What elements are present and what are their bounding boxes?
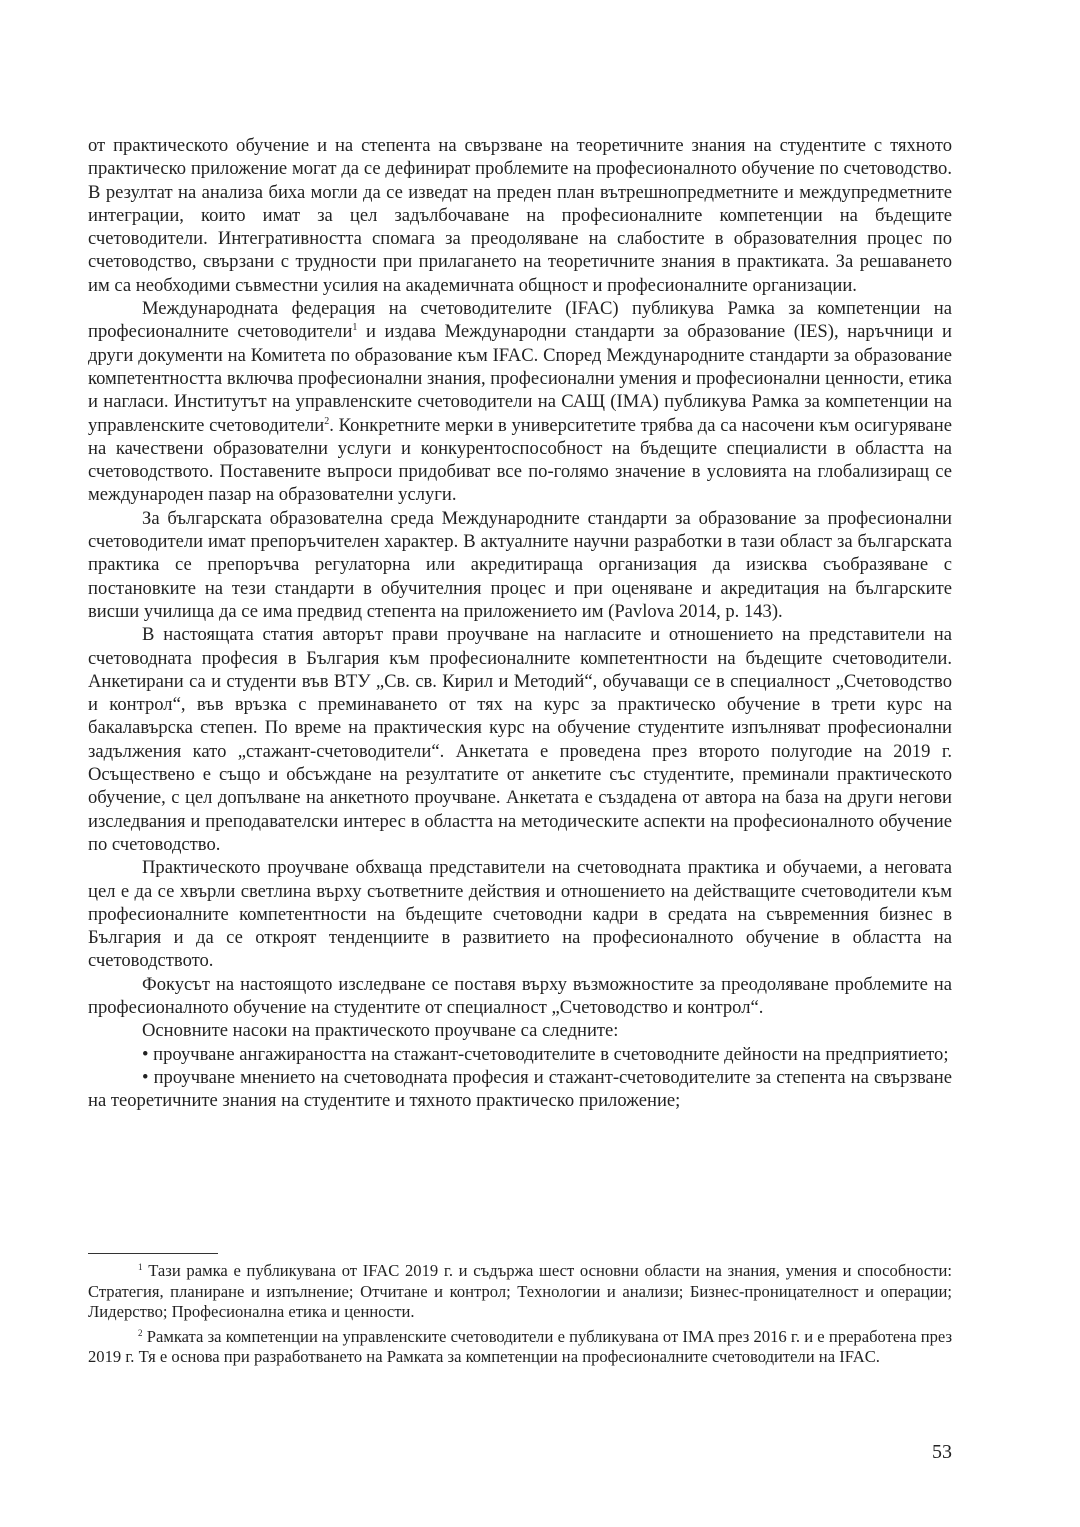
footnote-marker: 2	[138, 1327, 143, 1338]
footnote	[88, 1261, 952, 1323]
page-number: 53	[932, 1441, 952, 1463]
footnote-ref[interactable]: 1	[352, 322, 358, 334]
paragraph: Основните насоки на практическото проучване са следните:	[142, 1020, 619, 1042]
footnote-ref[interactable]: 2	[324, 415, 330, 427]
paragraph-text: Международната федерация на счетоводителите (IFAC) публикува Рамка за компетенции на професионалните счетоводители	[88, 298, 952, 343]
main-text	[88, 134, 952, 1112]
footnotes	[88, 1261, 952, 1372]
footnote	[88, 1327, 952, 1368]
bullet-item: • проучване ангажираността на стажант-счетоводителите в счетоводните дейности на предприятието;	[142, 1043, 949, 1065]
footnote-divider	[88, 1253, 218, 1254]
paragraph	[88, 297, 952, 507]
paragraph-text: и издава Международни стандарти за образование (IES), наръчници и други документи на Комитета по образование към IFAC. Според Международните стандарти за образование компетентността включва професионални знания, професионални умения и професионални ценности, етика и нагласи. Институтът на управленските счетоводители на САЩ (IMA) публикува Рамка за компетенции на управленските счетоводители	[88, 321, 953, 436]
paragraph: В настоящата статия авторът прави проучване на нагласите и отношението на представители на счетоводната професия в България към професионалните компетентности на бъдещите счетоводители. Анкетирани са и студенти във ВТУ „Св. св. Кирил и Методий“, обучаващи се в специалност „Счетоводство и контрол“, във връзка с преминаването от тях на курс за практическо обучение в трети курс на бакалавърска степен. По време на практическия курс на обучение студентите изпълняват професионални задължения като „стажант-счетоводители“. Анкетата е проведена през второто полугодие на 2019 г. Осъществено е също и обсъждане на резултатите от анкетите със студентите, преминали практическото обучение, с цел допълване на анкетното проучване. Анкетата е създадена от автора на база на други негови изследвания и преподавателски интерес в областта на методическите аспекти на професионалното обучение по счетоводство.	[88, 624, 952, 855]
paragraph: За българската образователна среда Международните стандарти за образование за професионални счетоводители имат препоръчителен характер. В актуалните научни разработки в тази област за българската практика се препоръчва регулаторна или акредитираща организация да изисква съобразяване с постановките на тези стандарти в обучителния процес и при оценяване и акредитация на българските висши училища да се има предвид степента на приложението им (Pavlova 2014, p. 143).	[88, 507, 952, 622]
paragraph: от практическото обучение и на степента на свързване на теоретичните знания на студентите с тяхното практическо приложение могат да се дефинират проблемите на професионалното обучение по счетоводство. В резултат на анализа биха могли да се изведат на преден план вътрешнопредметните и междупредметните интеграции, които имат за цел задълбочаване на професионалните компетенции на бъдещите счетоводители. Интегративността спомага за преодоляване на слабостите в образователния процес по счетоводство, свързани с трудности при прилагането на теоретичните знания в практиката. За решаването им са необходими съвместни усилия на академичната общност и професионалните организации.	[88, 135, 952, 296]
footnote-marker: 1	[138, 1262, 143, 1272]
paragraph: Практическото проучване обхваща представители на счетоводната практика и обучаеми, а неговата цел е да се хвърли светлина върху съответните действия и отношението на действащите счетоводители към професионалните компетентности на бъдещите счетоводни кадри в средата на съвременния бизнес в България и да се откроят тенденциите в развитието на професионалното обучение в областта на счетоводството.	[88, 857, 952, 972]
footnote-text: Тази рамка е публикувана от IFAC 2019 г. и съдържа шест основни области на знания, умения и способности: Стратегия, планиране и изпълнение; Отчитане и контрол; Технологии и анализи; Бизнес-проницателност и операции; Лидерство; Професионална етика и ценности.	[88, 1261, 952, 1322]
footnote-text: Рамката за компетенции на управленските счетоводители е публикувана от IMA през 2016 г. и е преработена през 2019 г. Тя е основа при разработването на Рамката за компетенции на професионалните счетоводители на IFAC.	[88, 1326, 952, 1367]
bullet-item: • проучване мнението на счетоводната професия и стажант-счетоводителите за степента на свързване на теоретичните знания на студентите и тяхното практическо приложение;	[88, 1066, 952, 1112]
paragraph-text: . Конкретните мерки в университетите трябва да са насочени към осигуряване на качествени образователни услуги и конкурентоспособност на бъдещите специалисти в областта на счетоводството. Поставените въпроси придобиват все по-голямо значение в условията на глобализиращ се международен пазар на образователни услуги.	[88, 414, 952, 506]
paragraph: Фокусът на настоящото изследване се поставя върху възможностите за преодоляване проблемите на професионалното обучение на студентите от специалност „Счетоводство и контрол“.	[88, 973, 952, 1018]
